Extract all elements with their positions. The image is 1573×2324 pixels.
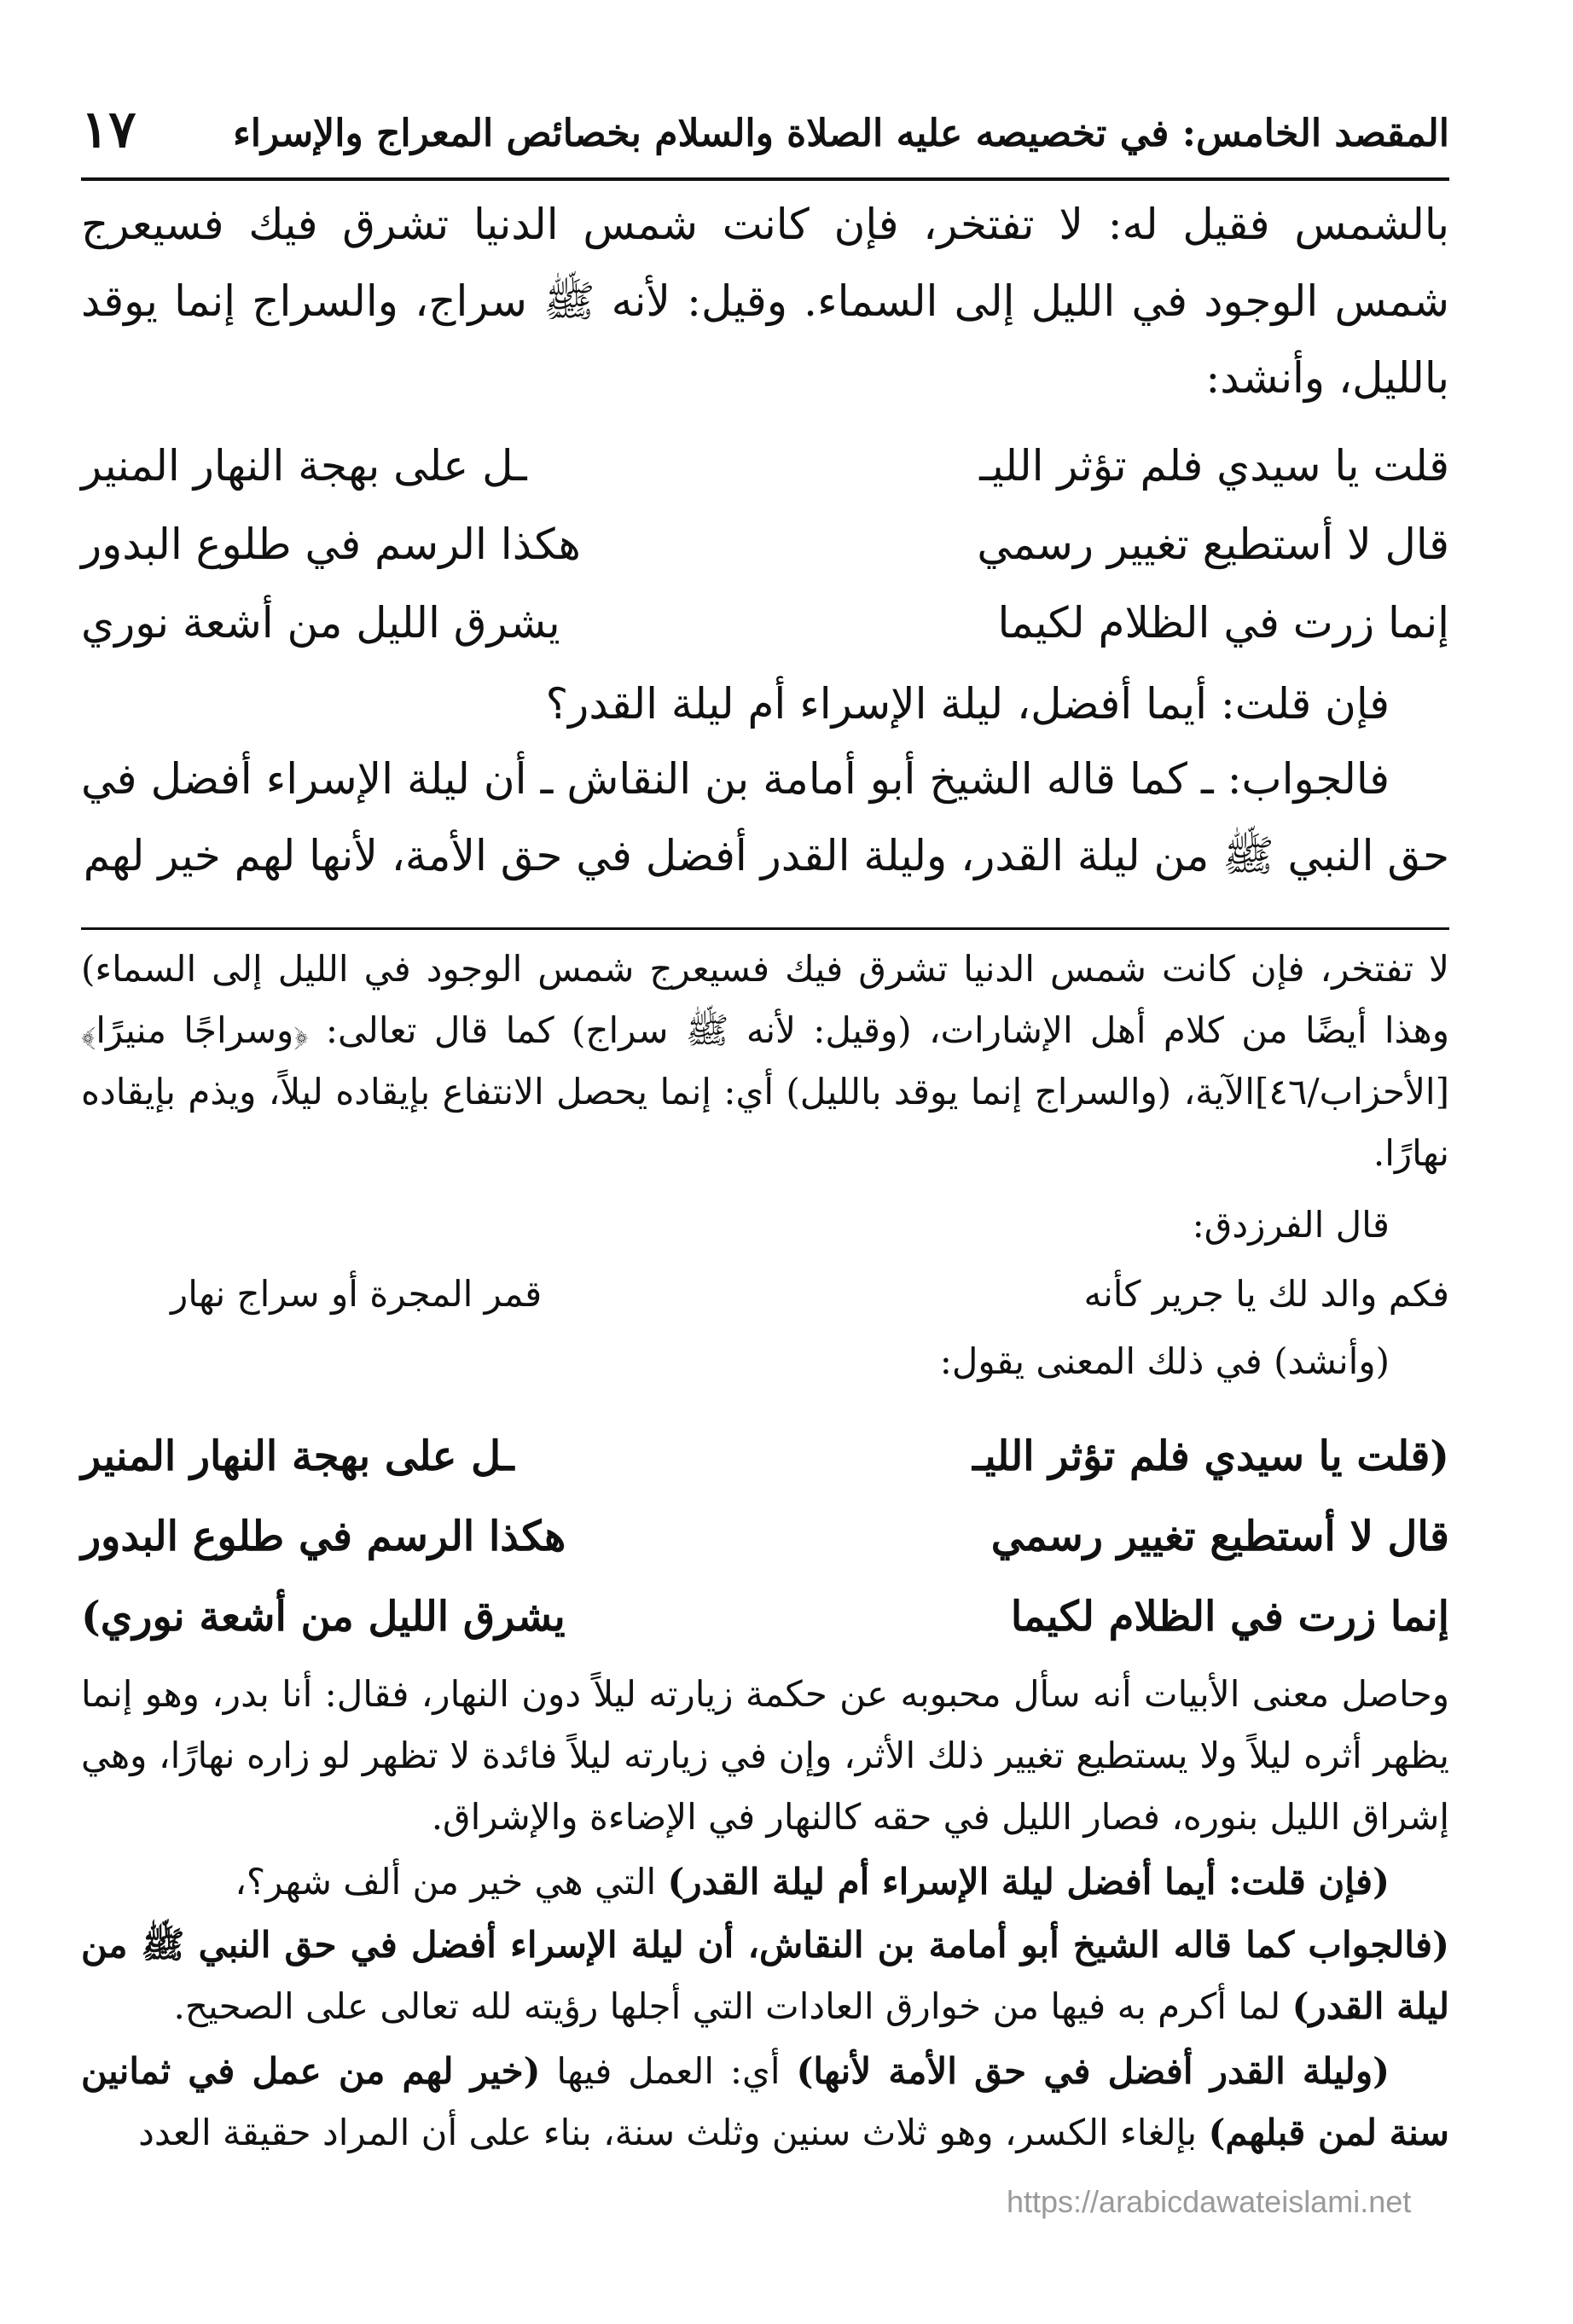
sharh-question-bold: (فإن قلت: أيما أفضل ليلة الإسراء أم ليلة القدر) (667, 1861, 1390, 1903)
poem-verse (171, 1261, 1449, 1328)
running-title: المقصد الخامس: في تخصيصه عليه الصلاة والسلام بخصائص المعراج والإسراء (233, 112, 1449, 155)
poem-verse (81, 427, 1449, 505)
separator-rule (81, 927, 1449, 930)
site-watermark: https://arabicdawateislami.net (1007, 2184, 1412, 2219)
verse-first-hemistich: فكم والد لك يا جرير كأنه (1083, 1273, 1449, 1315)
farazdaq-intro-text: قال الفرزدق: (1192, 1204, 1390, 1246)
matn-answer (81, 741, 1449, 894)
sharh-answer-bold: (فالجواب كما قاله الشيخ أبو أمامة بن النقاش، أن ليلة الإسراء أفضل في حق النبي ﷺ من ليلة القدر) (81, 1924, 1449, 2027)
anshad-text: (وأنشد) في ذلك المعنى يقول: (939, 1340, 1390, 1382)
verse-second-hemistich: ـل على بهجة النهار المنير (81, 441, 527, 491)
verse-second-hemistich: هكذا الرسم في طلوع البدور (81, 1513, 566, 1560)
sharh-last-rest: بإلغاء الكسر، وهو ثلاث سنين وثلث سنة، بناء على أن المراد حقيقة العدد (138, 2112, 1209, 2153)
sharh-last-mid: أي: العمل فيها (540, 2050, 797, 2092)
sharh-poem (81, 1416, 1449, 1657)
header-rule (81, 177, 1449, 181)
page-header (81, 96, 1449, 160)
sharh-explanation (81, 1664, 1449, 1848)
sharh-question (81, 1851, 1449, 1913)
verse-first-hemistich: (قلت يا سيدي فلم تؤثر الليـ (972, 1432, 1449, 1480)
verse-second-hemistich: يشرق الليل من أشعة نوري (81, 598, 560, 648)
sharh-paragraph-1 (81, 938, 1449, 1184)
sharh-answer (81, 1914, 1449, 2037)
matn-poem (81, 427, 1449, 662)
verse-first-hemistich: إنما زرت في الظلام لكيما (1010, 1593, 1449, 1641)
sharh-last-paragraph (81, 2041, 1449, 2164)
verse-second-hemistich: قمر المجرة أو سراج نهار (171, 1273, 543, 1315)
matn-question (81, 665, 1449, 742)
verse-second-hemistich: ـل على بهجة النهار المنير (81, 1432, 514, 1480)
farazdaq-intro (81, 1194, 1449, 1256)
poem-verse (81, 584, 1449, 662)
poem-verse (81, 1416, 1449, 1496)
verse-first-hemistich: إنما زرت في الظلام لكيما (997, 598, 1449, 648)
sharh-last-para (81, 2041, 1449, 2164)
matn-paragraph-1 (81, 186, 1449, 416)
farazdaq-poem (171, 1261, 1449, 1328)
sharh-question-rest: التي هي خير من ألف شهر؟، (235, 1861, 668, 1903)
verse-first-hemistich: قال لا أستطيع تغيير رسمي (990, 1513, 1449, 1560)
matn-answer-text: فالجواب: ـ كما قاله الشيخ أبو أمامة بن النقاش ـ أن ليلة الإسراء أفضل في حق النبي ﷺ من ليلة القدر، وليلة القدر أفضل في حق الأمة، لأنها لهم خير لهم (81, 754, 1449, 880)
verse-second-hemistich: يشرق الليل من أشعة نوري) (81, 1593, 566, 1641)
verse-first-hemistich: قلت يا سيدي فلم تؤثر الليـ (979, 441, 1449, 491)
verse-second-hemistich: هكذا الرسم في طلوع البدور (81, 520, 581, 569)
poem-verse (81, 1496, 1449, 1577)
sharh-explanation-text: وحاصل معنى الأبيات أنه سأل محبوبه عن حكمة زيارته ليلاً دون النهار، فقال: أنا بدر، وهو إنما يظهر أثره ليلاً ولا يستطيع تغيير ذلك الأثر، وإن في زيارته ليلاً فائدة لا تظهر لو زاره نهارًا، وهي إشراق الليل بنوره، فصار الليل في حقه كالنهار في الإضاءة والإشراق. (81, 1673, 1449, 1838)
sharh-question-para (81, 1851, 1449, 1913)
sharh-answer-rest: لما أكرم به فيها من خوارق العادات التي أجلها رؤيته لله تعالى على الصحيح. (173, 1985, 1292, 2027)
sharh-last-bold-1: (وليلة القدر أفضل في حق الأمة لأنها) (796, 2050, 1390, 2092)
matn-question-text: فإن قلت: أيما أفضل، ليلة الإسراء أم ليلة القدر؟ (545, 679, 1390, 729)
poem-verse (81, 1577, 1449, 1657)
sharh-last-bold-2: (خير لهم من عمل في ثمانين سنة لمن قبلهم) (81, 2050, 1449, 2153)
sharh-text-1: لا تفتخر، فإن كانت شمس الدنيا تشرق فيك فسيعرج شمس الوجود في الليل إلى السماء) وهذا أيضًا من كلام أهل الإشارات، (وقيل: لأنه ﷺ سراج) كما قال تعالى: ﴿وسراجًا منيرًا﴾ [الأحزاب/٤٦]الآية، (والسراج إنما يوقد بالليل) أي: إنما يحصل الانتفاع بإيقاده ليلاً، ويذم بإيقاده نهارًا. (81, 948, 1449, 1174)
verse-first-hemistich: قال لا أستطيع تغيير رسمي (977, 520, 1449, 569)
anshad-line (81, 1331, 1449, 1392)
matn-text-1: بالشمس فقيل له: لا تفتخر، فإن كانت شمس الدنيا تشرق فيك فسيعرج شمس الوجود في الليل إلى السماء. وقيل: لأنه ﷺ سراج، والسراج إنما يوقد بالليل، وأنشد: (81, 200, 1449, 403)
sharh-answer-para (81, 1914, 1449, 2037)
page-number: ١٧ (81, 100, 136, 160)
poem-verse (81, 505, 1449, 584)
